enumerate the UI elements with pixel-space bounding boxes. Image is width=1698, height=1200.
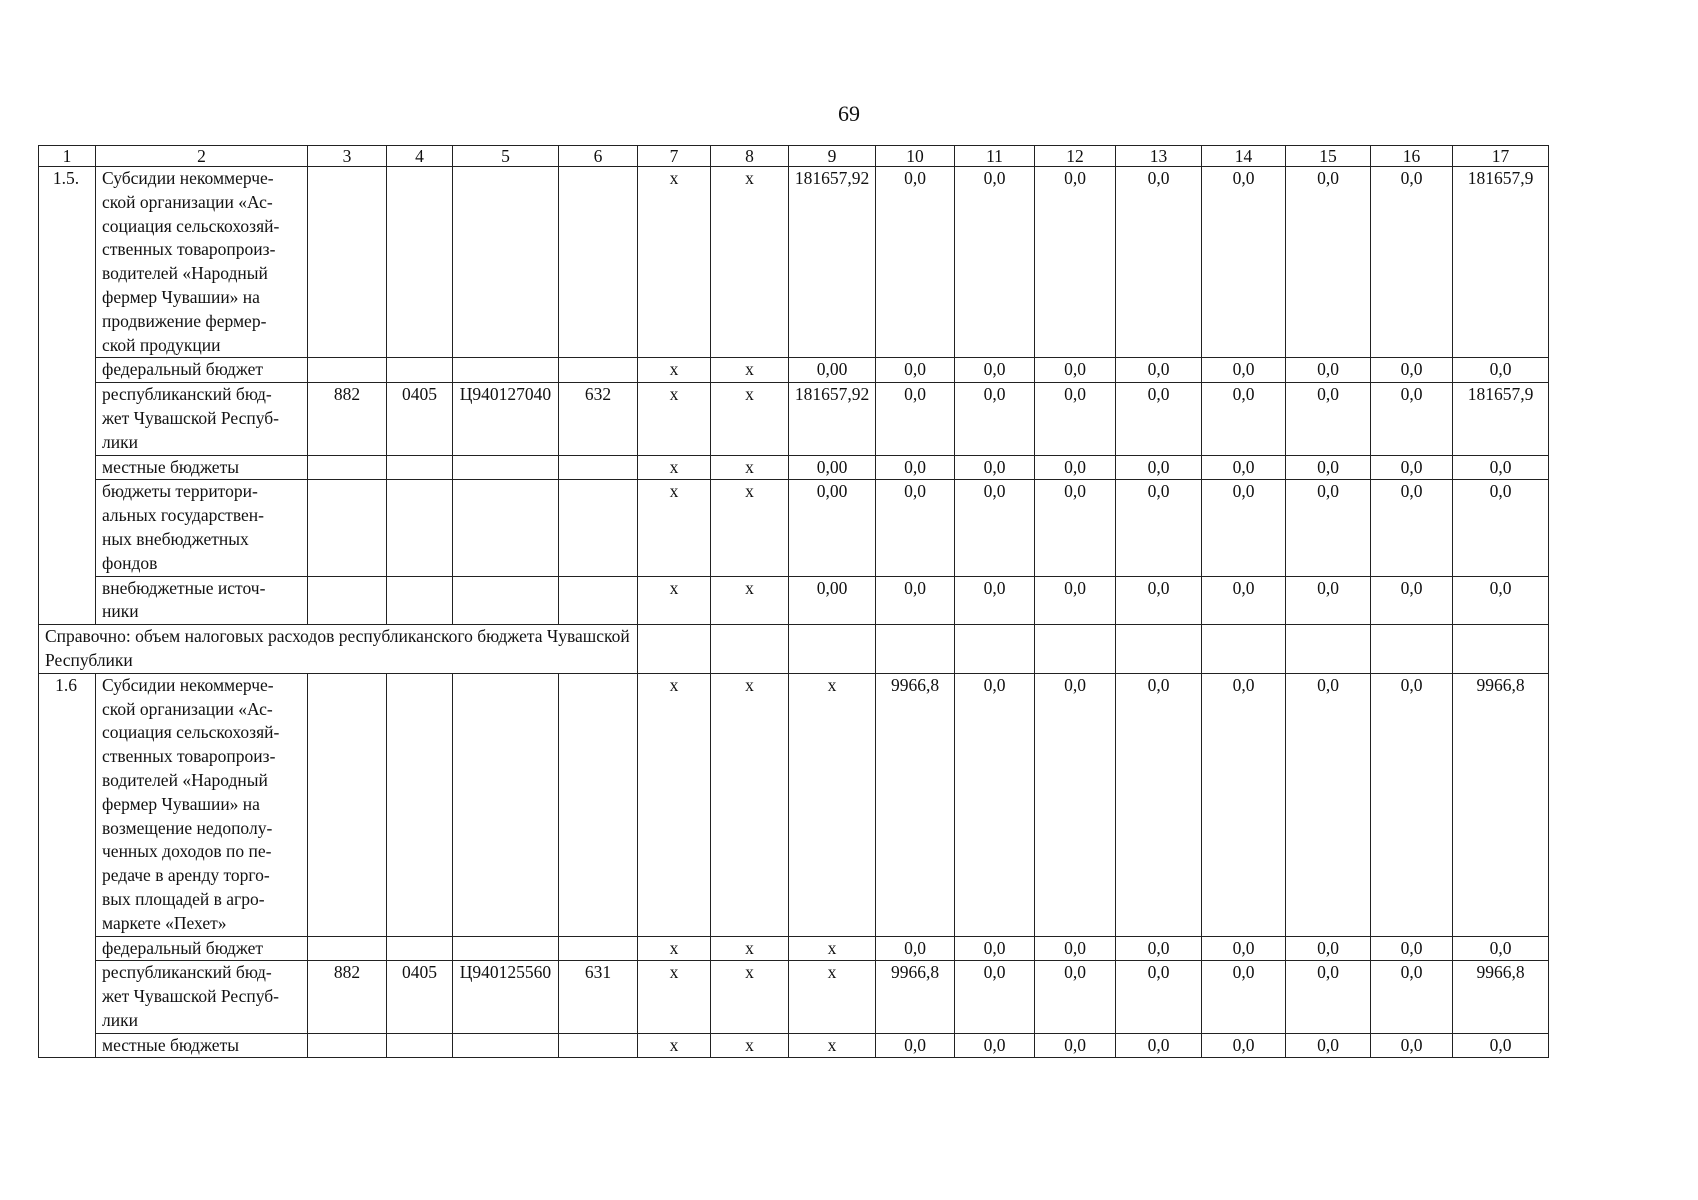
value-cell: 0,0 (1453, 455, 1549, 480)
value-cell: 0,0 (1116, 673, 1202, 936)
value-cell: 0,0 (1202, 673, 1286, 936)
value-cell: 0,0 (1286, 576, 1371, 625)
value-cell: 0,0 (1371, 167, 1453, 358)
value-cell: 0,0 (955, 673, 1035, 936)
description-line: ники (102, 601, 139, 622)
description-line: фондов (102, 552, 158, 573)
value-cell: x (711, 961, 789, 1033)
empty-cell (1035, 625, 1116, 674)
empty-cell (1286, 625, 1371, 674)
value-cell: 0,0 (1286, 673, 1371, 936)
table-row (39, 383, 1549, 455)
value-cell: 0,0 (876, 383, 955, 455)
value-cell: 0,0 (1371, 480, 1453, 576)
description-line: фермер Чувашии» на (102, 286, 260, 307)
value-cell: 0,0 (1286, 358, 1371, 383)
description-line: ской организации «Ас- (102, 698, 273, 719)
column-number: 6 (559, 146, 638, 167)
value-cell (453, 576, 559, 625)
value-cell: x (711, 167, 789, 358)
value-cell: 0,0 (1035, 576, 1116, 625)
column-number: 1 (39, 146, 96, 167)
description-line: ченных доходов по пе- (102, 841, 272, 862)
value-cell: x (711, 383, 789, 455)
value-cell: 0,00 (789, 576, 876, 625)
value-cell: 181657,9 (1453, 167, 1549, 358)
value-cell: x (638, 383, 711, 455)
value-cell: x (638, 936, 711, 961)
value-cell (559, 167, 638, 358)
value-cell: 0,0 (1035, 961, 1116, 1033)
row-description (96, 480, 308, 576)
value-cell: 0,0 (1035, 936, 1116, 961)
column-number: 2 (96, 146, 308, 167)
budget-table (38, 145, 1549, 1058)
value-cell (559, 358, 638, 383)
value-cell (387, 167, 453, 358)
value-cell: 0,0 (1202, 1033, 1286, 1058)
description-line: федеральный бюджет (102, 359, 264, 380)
description-line: продвижение фермер- (102, 310, 267, 331)
value-cell: 0,0 (955, 936, 1035, 961)
value-cell: 0,0 (876, 576, 955, 625)
row-description (96, 673, 308, 936)
row-description (96, 167, 308, 358)
table-row (39, 1033, 1549, 1058)
value-cell: x (711, 480, 789, 576)
description-line: маркете «Пехет» (102, 912, 227, 933)
value-cell: 0,0 (1286, 1033, 1371, 1058)
value-cell (453, 455, 559, 480)
column-number: 16 (1371, 146, 1453, 167)
value-cell (308, 167, 387, 358)
value-cell: x (638, 1033, 711, 1058)
value-cell: 0,0 (1202, 358, 1286, 383)
value-cell: x (711, 455, 789, 480)
table-row (39, 936, 1549, 961)
value-cell: 0,0 (876, 936, 955, 961)
description-line: водителей «Народный (102, 769, 268, 790)
value-cell: 0,0 (955, 383, 1035, 455)
value-cell: 882 (308, 961, 387, 1033)
description-line: социация сельскохозяй- (102, 215, 280, 236)
value-cell: 0,00 (789, 358, 876, 383)
table-row (39, 480, 1549, 576)
value-cell (559, 673, 638, 936)
value-cell: 0,0 (1116, 576, 1202, 625)
description-line: жет Чувашской Респуб- (102, 407, 280, 428)
value-cell: 0,0 (1286, 455, 1371, 480)
value-cell: x (789, 961, 876, 1033)
column-number: 10 (876, 146, 955, 167)
column-number: 17 (1453, 146, 1549, 167)
value-cell: 0405 (387, 961, 453, 1033)
value-cell (453, 1033, 559, 1058)
value-cell: Ц940125560 (453, 961, 559, 1033)
page-number: 69 (838, 101, 860, 126)
value-cell: 0,0 (1035, 673, 1116, 936)
value-cell: 0,0 (1035, 358, 1116, 383)
value-cell: 0,0 (1453, 480, 1549, 576)
value-cell (308, 936, 387, 961)
value-cell: 0,0 (955, 358, 1035, 383)
table-row (39, 961, 1549, 1033)
value-cell: 0,0 (1371, 1033, 1453, 1058)
value-cell (308, 480, 387, 576)
value-cell (387, 576, 453, 625)
value-cell: x (789, 936, 876, 961)
value-cell: 181657,92 (789, 383, 876, 455)
value-cell: 0,0 (1202, 936, 1286, 961)
empty-cell (1453, 625, 1549, 674)
description-line: Субсидии некоммерче- (102, 674, 274, 695)
value-cell: 0,0 (876, 358, 955, 383)
value-cell (559, 1033, 638, 1058)
value-cell (453, 167, 559, 358)
value-cell: 9966,8 (876, 673, 955, 936)
value-cell: 0,0 (1371, 383, 1453, 455)
table-row (39, 673, 1549, 936)
column-number: 9 (789, 146, 876, 167)
value-cell: 882 (308, 383, 387, 455)
description-line: ных внебюджетных (102, 528, 249, 549)
value-cell (387, 480, 453, 576)
column-number: 3 (308, 146, 387, 167)
value-cell: 0,0 (1202, 961, 1286, 1033)
value-cell: 0,0 (1035, 167, 1116, 358)
value-cell (308, 455, 387, 480)
value-cell: 181657,92 (789, 167, 876, 358)
value-cell: 631 (559, 961, 638, 1033)
value-cell: x (789, 1033, 876, 1058)
value-cell: 0,0 (1371, 961, 1453, 1033)
value-cell: 0,0 (1371, 358, 1453, 383)
value-cell: x (711, 936, 789, 961)
description-line: альных государствен- (102, 505, 264, 526)
column-number: 7 (638, 146, 711, 167)
value-cell: 0,0 (1202, 383, 1286, 455)
value-cell: 0405 (387, 383, 453, 455)
column-number: 14 (1202, 146, 1286, 167)
description-line: социация сельскохозяй- (102, 722, 280, 743)
value-cell: 0,0 (1116, 961, 1202, 1033)
value-cell: 0,0 (1453, 936, 1549, 961)
empty-cell (1371, 625, 1453, 674)
column-number: 5 (453, 146, 559, 167)
empty-cell (955, 625, 1035, 674)
value-cell: 0,00 (789, 455, 876, 480)
value-cell: 181657,9 (1453, 383, 1549, 455)
row-description (96, 455, 308, 480)
reference-note (39, 625, 638, 674)
row-description (96, 383, 308, 455)
description-line: возмещение недополу- (102, 817, 273, 838)
column-number: 11 (955, 146, 1035, 167)
value-cell: 0,00 (789, 480, 876, 576)
value-cell: 0,0 (1371, 936, 1453, 961)
value-cell: 0,0 (876, 480, 955, 576)
value-cell: 0,0 (1116, 167, 1202, 358)
value-cell (453, 673, 559, 936)
value-cell: 0,0 (1116, 480, 1202, 576)
description-line: водителей «Народный (102, 263, 268, 284)
note-line: Республики (45, 649, 133, 670)
row-description (96, 961, 308, 1033)
value-cell: 0,0 (955, 576, 1035, 625)
value-cell (387, 936, 453, 961)
description-line: вых площадей в агро- (102, 888, 265, 909)
value-cell: 0,0 (1202, 576, 1286, 625)
table-row (39, 358, 1549, 383)
value-cell (559, 936, 638, 961)
value-cell: x (638, 576, 711, 625)
value-cell: 0,0 (1035, 383, 1116, 455)
value-cell: Ц940127040 (453, 383, 559, 455)
description-line: лики (102, 1009, 138, 1030)
description-line: местные бюджеты (102, 1034, 239, 1055)
value-cell: 0,0 (1371, 455, 1453, 480)
value-cell: 0,0 (1286, 936, 1371, 961)
value-cell: 0,0 (1286, 167, 1371, 358)
value-cell: 0,0 (955, 167, 1035, 358)
empty-cell (711, 625, 789, 674)
description-line: лики (102, 431, 138, 452)
description-line: внебюджетные источ- (102, 577, 266, 598)
description-line: республиканский бюд- (102, 384, 272, 405)
value-cell: x (638, 480, 711, 576)
value-cell: 0,0 (876, 167, 955, 358)
value-cell (453, 358, 559, 383)
value-cell: 0,0 (1116, 936, 1202, 961)
value-cell: x (711, 576, 789, 625)
value-cell (453, 936, 559, 961)
value-cell: 0,0 (1116, 358, 1202, 383)
value-cell: x (638, 358, 711, 383)
table-row (39, 576, 1549, 625)
empty-cell (1116, 625, 1202, 674)
table-header-row (39, 146, 1549, 167)
row-description (96, 358, 308, 383)
description-line: республиканский бюд- (102, 962, 272, 983)
value-cell: 0,0 (1453, 358, 1549, 383)
value-cell: 0,0 (876, 1033, 955, 1058)
description-line: местные бюджеты (102, 456, 239, 477)
table-row (39, 455, 1549, 480)
value-cell (308, 1033, 387, 1058)
value-cell: x (711, 673, 789, 936)
value-cell: 632 (559, 383, 638, 455)
column-number: 15 (1286, 146, 1371, 167)
value-cell (559, 576, 638, 625)
value-cell (559, 455, 638, 480)
empty-cell (1202, 625, 1286, 674)
description-line: ственных товаропроиз- (102, 239, 276, 260)
description-line: жет Чувашской Респуб- (102, 986, 280, 1007)
value-cell (387, 455, 453, 480)
value-cell: 0,0 (955, 455, 1035, 480)
row-description (96, 576, 308, 625)
value-cell: 0,0 (1286, 480, 1371, 576)
value-cell: x (638, 673, 711, 936)
value-cell: 0,0 (1453, 1033, 1549, 1058)
value-cell (559, 480, 638, 576)
value-cell: 9966,8 (876, 961, 955, 1033)
value-cell: 0,0 (1453, 576, 1549, 625)
value-cell: 0,0 (1202, 480, 1286, 576)
value-cell (453, 480, 559, 576)
value-cell: x (638, 455, 711, 480)
description-line: ской продукции (102, 334, 221, 355)
value-cell (308, 358, 387, 383)
value-cell: 0,0 (1286, 383, 1371, 455)
empty-cell (876, 625, 955, 674)
column-number: 12 (1035, 146, 1116, 167)
value-cell: 0,0 (1116, 383, 1202, 455)
column-number: 13 (1116, 146, 1202, 167)
value-cell: x (711, 358, 789, 383)
value-cell: 0,0 (876, 455, 955, 480)
empty-cell (789, 625, 876, 674)
description-line: редаче в аренду торго- (102, 865, 270, 886)
note-line: Справочно: объем налоговых расходов республиканского бюджета Чувашской (45, 626, 630, 647)
value-cell: 0,0 (1116, 455, 1202, 480)
value-cell: 0,0 (1371, 576, 1453, 625)
value-cell (387, 1033, 453, 1058)
value-cell: 0,0 (1116, 1033, 1202, 1058)
value-cell: 9966,8 (1453, 673, 1549, 936)
column-number: 4 (387, 146, 453, 167)
value-cell (308, 576, 387, 625)
column-number: 8 (711, 146, 789, 167)
value-cell: 0,0 (1286, 961, 1371, 1033)
value-cell: x (638, 961, 711, 1033)
reference-note-row (39, 625, 1549, 674)
row-description (96, 1033, 308, 1058)
value-cell: 0,0 (1202, 167, 1286, 358)
value-cell: 9966,8 (1453, 961, 1549, 1033)
value-cell (308, 673, 387, 936)
value-cell: 0,0 (1035, 480, 1116, 576)
row-index: 1.5. (39, 167, 96, 625)
value-cell (387, 358, 453, 383)
value-cell: 0,0 (955, 480, 1035, 576)
value-cell: x (638, 167, 711, 358)
value-cell: x (789, 673, 876, 936)
value-cell: x (711, 1033, 789, 1058)
description-line: ской организации «Ас- (102, 191, 273, 212)
description-line: ственных товаропроиз- (102, 746, 276, 767)
value-cell: 0,0 (1035, 455, 1116, 480)
value-cell: 0,0 (1202, 455, 1286, 480)
value-cell: 0,0 (1035, 1033, 1116, 1058)
row-description (96, 936, 308, 961)
description-line: фермер Чувашии» на (102, 793, 260, 814)
row-index: 1.6 (39, 673, 96, 1058)
description-line: федеральный бюджет (102, 937, 264, 958)
description-line: бюджеты территори- (102, 481, 258, 502)
table-row (39, 167, 1549, 358)
value-cell: 0,0 (955, 1033, 1035, 1058)
value-cell: 0,0 (955, 961, 1035, 1033)
empty-cell (638, 625, 711, 674)
value-cell (387, 673, 453, 936)
description-line: Субсидии некоммерче- (102, 168, 274, 188)
value-cell: 0,0 (1371, 673, 1453, 936)
